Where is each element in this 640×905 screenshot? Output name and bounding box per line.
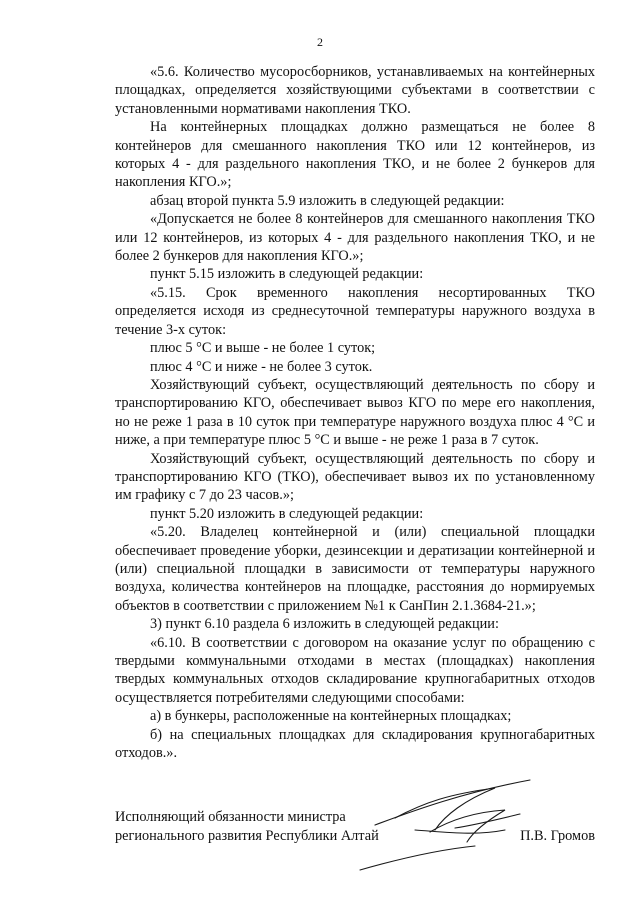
paragraph: «5.15. Срок временного накопления несортированных ТКО определяется исходя из среднесуточной температуры наружного воздуха в течение 3-х суток:: [115, 284, 595, 338]
signatory-position: Исполняющий обязанности министра: [115, 809, 346, 825]
paragraph: «5.20. Владелец контейнерной и (или) специальной площадки обеспечивает проведение уборки, дезинсекции и дератизации контейнерной и (или) специальной площадки в зависимости от температуры наружного воздуха, количества контейнеров на площадке, расстояния до нормируемых объектов в соответствии с приложением №1 к СанПин 2.1.3684-21.»;: [115, 524, 595, 614]
paragraph: абзац второй пункта 5.9 изложить в следующей редакции:: [150, 192, 505, 209]
paragraph: пункт 5.15 изложить в следующей редакции:: [150, 266, 424, 283]
paragraph: «Допускается не более 8 контейнеров для смешанного накопления ТКО или 12 контейнеров, из которых 4 - для раздельного накопления ТКО, и не более 2 бункеров для накопления КГО.»;: [115, 211, 595, 265]
paragraph: плюс 4 °С и ниже - не более 3 суток.: [150, 358, 373, 375]
paragraph: «6.10. В соответствии с договором на оказание услуг по обращению с твердыми коммунальными отходами в местах (площадках) накопления твердых коммунальных отходов складирование крупногабаритных отходов осуществляется потребителями следующими способами:: [115, 634, 595, 706]
signature-block: [115, 808, 595, 845]
paragraph: 3) пункт 6.10 раздела 6 изложить в следующей редакции:: [150, 616, 499, 633]
paragraph: плюс 5 °С и выше - не более 1 суток;: [150, 340, 376, 357]
signatory-name: П.В. Громов: [520, 827, 595, 844]
paragraph: Хозяйствующий субъект, осуществляющий деятельность по сбору и транспортированию КГО, обеспечивает вывоз КГО по мере его накопления, но не реже 1 раза в 10 суток при температуре наружного воздуха плюс 4 °С и ниже, а при температуре плюс 5 °С и выше - не реже 1 раза в 7 суток.: [115, 376, 595, 449]
page-number: 2: [317, 35, 323, 49]
paragraph: «5.6. Количество мусоросборников, устанавливаемых на контейнерных площадках, определяется хозяйствующими субъектами в соответствии с установленными нормативами накопления ТКО.: [115, 64, 595, 117]
paragraph: Хозяйствующий субъект, осуществляющий деятельность по сбору и транспортированию КГО (ТКО), обеспечивает вывоз их по установленному им графику с 7 до 23 часов.»;: [115, 450, 595, 504]
paragraph: б) на специальных площадках для складирования крупногабаритных отходов.».: [115, 726, 595, 762]
paragraph: пункт 5.20 изложить в следующей редакции:: [150, 505, 424, 522]
signatory-organization: регионального развития Республики Алтай: [115, 827, 379, 844]
paragraph: На контейнерных площадках должно размещаться не более 8 контейнеров для смешанного накопления ТКО или 12 контейнеров, из которых 4 - для раздельного накопления ТКО, и не более 2 бункеров для накопления КГО.»;: [115, 119, 595, 191]
document-body: [115, 63, 595, 762]
paragraph: а) в бункеры, расположенные на контейнерных площадках;: [150, 708, 512, 725]
